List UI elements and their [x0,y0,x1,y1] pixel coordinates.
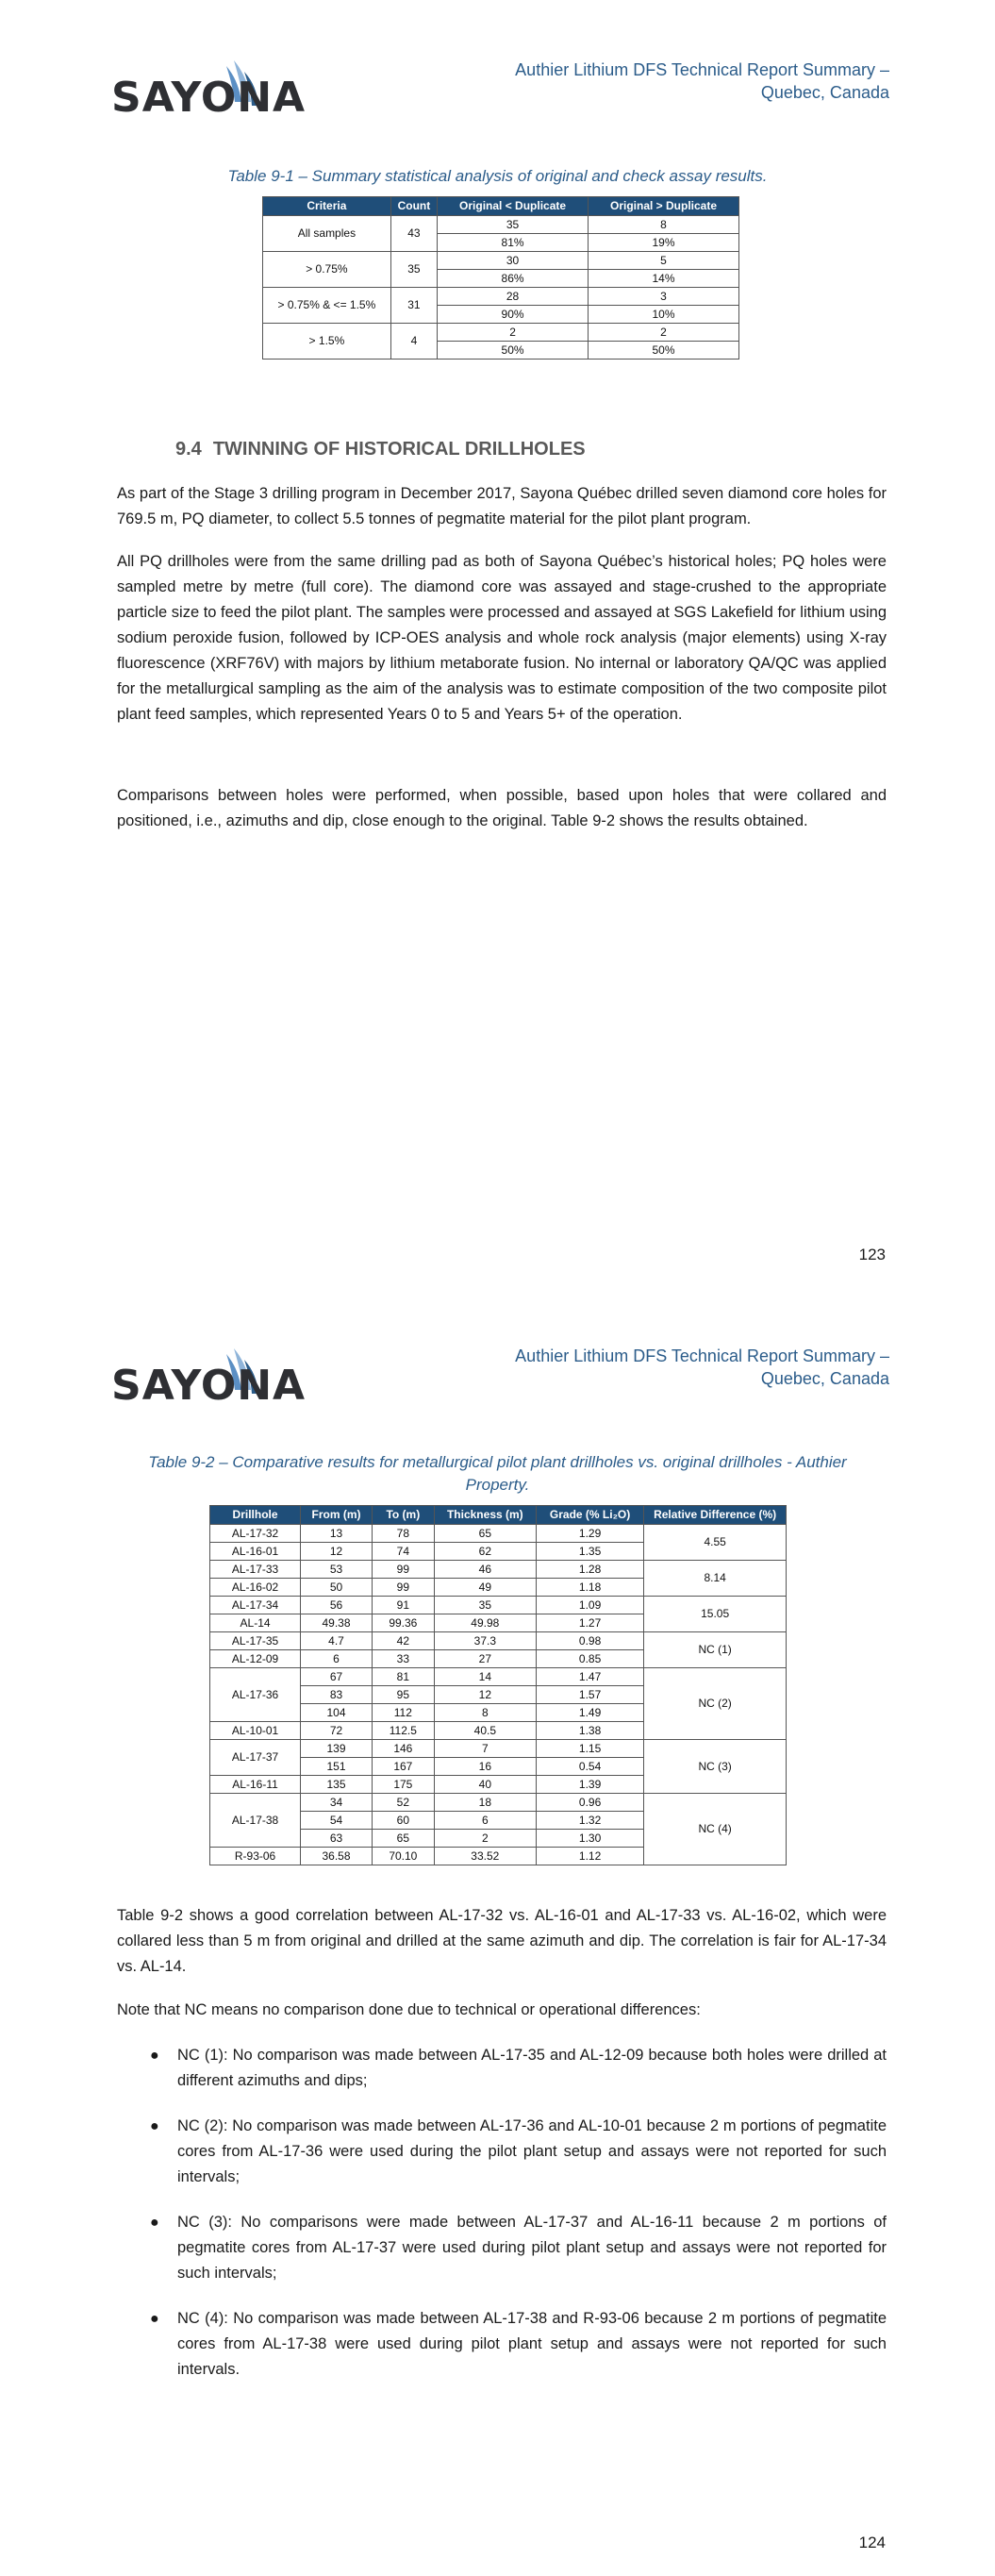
page-124 [0,1288,995,2576]
header-title-line1: Authier Lithium DFS Technical Report Summary – [515,60,889,79]
list-item-text: NC (3): No comparisons were made between AL-17-37 and AL-16-11 because 2 m portions of pegmatite cores from AL-17-37 were used during pilot plant setup and assays were not reported for such intervals; [177,2214,887,2282]
relative-difference-cell: 4.55 [644,1525,787,1561]
col-header-thickness: Thickness (m) [434,1506,536,1525]
relative-difference-cell: NC (3) [644,1740,787,1794]
value-cell: 52 [372,1794,434,1812]
logo-wordmark: SAYONA [111,74,307,122]
value-cell: 112.5 [372,1722,434,1740]
table-row [210,1740,787,1758]
bullet-icon: ● [150,2118,159,2134]
header-title-line2: Quebec, Canada [760,1369,889,1388]
col-header-grade: Grade (% Li₂O) [536,1506,643,1525]
drillhole-cell: AL-16-11 [210,1776,301,1794]
value-cell: 19% [589,234,739,252]
paragraph: As part of the Stage 3 drilling program in December 2017, Sayona Québec drilled seven diamond core holes for 769.5 m, PQ diameter, to collect 5.5 tonnes of pegmatite material for the pilot plant program. [117,485,887,527]
drillhole-cell: AL-14 [210,1614,301,1632]
relative-difference-cell: 8.14 [644,1561,787,1597]
bullet-icon: ● [150,2215,159,2231]
value-cell: 7 [434,1740,536,1758]
table-9-1 [262,196,739,360]
value-cell: 72 [301,1722,373,1740]
value-cell: 167 [372,1758,434,1776]
col-header-drillhole: Drillhole [210,1506,301,1525]
drillhole-cell: AL-16-02 [210,1579,301,1597]
header-title-line1: Authier Lithium DFS Technical Report Summary – [515,1347,889,1365]
drillhole-cell: AL-10-01 [210,1722,301,1740]
value-cell: 2 [434,1830,536,1848]
sayona-logo [111,1341,307,1416]
paragraph: Comparisons between holes were performed, when possible, based upon holes that were collared and positioned, i.e., azimuths and dip, close enough to the original. Table 9-2 shows the results obtained. [117,787,887,829]
value-cell: 78 [372,1525,434,1543]
table-row [210,1794,787,1812]
nc-notes-list [117,2043,887,2402]
value-cell: 46 [434,1561,536,1579]
table-row [263,216,739,234]
col-header-count: Count [390,197,437,216]
value-cell: 27 [434,1650,536,1668]
value-cell: 1.18 [536,1579,643,1597]
section-number: 9.4 [175,439,202,460]
value-cell: 104 [301,1704,373,1722]
count-cell: 31 [390,288,437,324]
value-cell: 151 [301,1758,373,1776]
value-cell: 34 [301,1794,373,1812]
sayona-logo [111,53,307,128]
value-cell: 49.38 [301,1614,373,1632]
value-cell: 35 [438,216,589,234]
count-cell: 43 [390,216,437,252]
value-cell: 33 [372,1650,434,1668]
report-header-title [493,1345,889,1390]
list-item [117,2114,887,2190]
caption-line2: Property. [465,1476,530,1494]
paragraph: All PQ drillholes were from the same drilling pad as both of Sayona Québec’s historical holes; PQ holes were sampled metre by metre (full core). The diamond core was assayed and stage-crushed to the appropriate particle size to feed the pilot plant. The samples were processed and assayed at SGS Lakefield for lithium using sodium peroxide fusion, followed by ICP-OES analysis and whole rock analysis (major elements) using X-ray fluorescence (XRF76V) with majors by lithium metaborate fusion. No internal or laboratory QA/QC was applied for the metallurgical sampling as the aim of the analysis was to estimate composition of the two composite pilot plant feed samples, which represented Years 0 to 5 and Years 5+ of the operation. [117,553,887,723]
value-cell: 65 [372,1830,434,1848]
value-cell: 1.49 [536,1704,643,1722]
value-cell: 135 [301,1776,373,1794]
table-row [210,1525,787,1543]
value-cell: 50 [301,1579,373,1597]
value-cell: 12 [301,1543,373,1561]
value-cell: 8 [589,216,739,234]
value-cell: 18 [434,1794,536,1812]
value-cell: 99.36 [372,1614,434,1632]
table-row [263,288,739,306]
value-cell: 53 [301,1561,373,1579]
value-cell: 1.47 [536,1668,643,1686]
table-row [263,324,739,342]
list-item [117,2210,887,2286]
value-cell: 146 [372,1740,434,1758]
drillhole-cell: AL-12-09 [210,1650,301,1668]
value-cell: 1.30 [536,1830,643,1848]
value-cell: 70.10 [372,1848,434,1865]
bullet-icon: ● [150,2311,159,2327]
value-cell: 81% [438,234,589,252]
drillhole-cell: AL-17-35 [210,1632,301,1650]
value-cell: 37.3 [434,1632,536,1650]
relative-difference-cell: NC (2) [644,1668,787,1740]
value-cell: 1.12 [536,1848,643,1865]
relative-difference-cell: 15.05 [644,1597,787,1632]
value-cell: 40 [434,1776,536,1794]
bullet-icon: ● [150,2048,159,2064]
value-cell: 5 [589,252,739,270]
value-cell: 81 [372,1668,434,1686]
value-cell: 13 [301,1525,373,1543]
header-title-line2: Quebec, Canada [760,83,889,102]
section-title: TWINNING OF HISTORICAL DRILLHOLES [212,439,586,460]
value-cell: 74 [372,1543,434,1561]
value-cell: 30 [438,252,589,270]
value-cell: 12 [434,1686,536,1704]
caption-line1: Table 9-2 – Comparative results for metallurgical pilot plant drillholes vs. original drillholes - Authier [148,1453,847,1471]
table-9-2 [209,1505,787,1865]
value-cell: 49.98 [434,1614,536,1632]
criteria-cell: > 0.75% [263,252,391,288]
criteria-cell: All samples [263,216,391,252]
table-9-2-caption [0,1451,995,1497]
value-cell: 1.15 [536,1740,643,1758]
value-cell: 14 [434,1668,536,1686]
value-cell: 60 [372,1812,434,1830]
table-row [210,1561,787,1579]
value-cell: 42 [372,1632,434,1650]
value-cell: 6 [301,1650,373,1668]
list-item [117,2306,887,2383]
value-cell: 14% [589,270,739,288]
value-cell: 0.54 [536,1758,643,1776]
drillhole-cell: AL-17-32 [210,1525,301,1543]
value-cell: 1.27 [536,1614,643,1632]
value-cell: 1.35 [536,1543,643,1561]
table-row [210,1668,787,1686]
table-header-row [210,1506,787,1525]
value-cell: 56 [301,1597,373,1614]
list-item-text: NC (4): No comparison was made between AL-17-38 and R-93-06 because 2 m portions of pegmatite cores from AL-17-38 were used during pilot plant setup and assays were not reported for such intervals. [177,2310,887,2378]
relative-difference-cell: NC (4) [644,1794,787,1865]
value-cell: 6 [434,1812,536,1830]
value-cell: 1.32 [536,1812,643,1830]
col-header-to: To (m) [372,1506,434,1525]
value-cell: 83 [301,1686,373,1704]
value-cell: 1.28 [536,1561,643,1579]
value-cell: 99 [372,1579,434,1597]
value-cell: 1.09 [536,1597,643,1614]
value-cell: 1.38 [536,1722,643,1740]
criteria-cell: > 1.5% [263,324,391,360]
drillhole-cell: AL-17-34 [210,1597,301,1614]
value-cell: 49 [434,1579,536,1597]
logo-wordmark: SAYONA [111,1362,307,1410]
criteria-cell: > 0.75% & <= 1.5% [263,288,391,324]
value-cell: 90% [438,306,589,324]
value-cell: 28 [438,288,589,306]
drillhole-cell: AL-16-01 [210,1543,301,1561]
value-cell: 175 [372,1776,434,1794]
value-cell: 10% [589,306,739,324]
value-cell: 65 [434,1525,536,1543]
value-cell: 67 [301,1668,373,1686]
value-cell: 1.57 [536,1686,643,1704]
drillhole-cell: AL-17-36 [210,1668,301,1722]
relative-difference-cell: NC (1) [644,1632,787,1668]
value-cell: 36.58 [301,1848,373,1865]
table-9-1-caption: Table 9-1 – Summary statistical analysis of original and check assay results. [227,167,768,185]
page-number: 123 [858,1246,886,1263]
value-cell: 139 [301,1740,373,1758]
value-cell: 63 [301,1830,373,1848]
value-cell: 91 [372,1597,434,1614]
value-cell: 1.29 [536,1525,643,1543]
value-cell: 3 [589,288,739,306]
value-cell: 62 [434,1543,536,1561]
value-cell: 33.52 [434,1848,536,1865]
count-cell: 4 [390,324,437,360]
value-cell: 8 [434,1704,536,1722]
paragraph: Note that NC means no comparison done due to technical or operational differences: [117,2001,701,2018]
count-cell: 35 [390,252,437,288]
value-cell: 0.96 [536,1794,643,1812]
table-header-row [263,197,739,216]
col-header-relative-difference: Relative Difference (%) [644,1506,787,1525]
drillhole-cell: AL-17-33 [210,1561,301,1579]
value-cell: 112 [372,1704,434,1722]
value-cell: 0.85 [536,1650,643,1668]
value-cell: 50% [589,342,739,360]
value-cell: 2 [589,324,739,342]
page-number: 124 [858,2534,886,2551]
list-item-text: NC (2): No comparison was made between AL-17-36 and AL-10-01 because 2 m portions of pegmatite cores from AL-17-36 were used during the pilot plant setup and assays were not reported for such intervals; [177,2117,887,2185]
value-cell: 35 [434,1597,536,1614]
value-cell: 50% [438,342,589,360]
value-cell: 0.98 [536,1632,643,1650]
col-header-from: From (m) [301,1506,373,1525]
value-cell: 4.7 [301,1632,373,1650]
table-row [210,1597,787,1614]
value-cell: 95 [372,1686,434,1704]
value-cell: 2 [438,324,589,342]
value-cell: 54 [301,1812,373,1830]
drillhole-cell: AL-17-38 [210,1794,301,1848]
list-item [117,2043,887,2094]
value-cell: 16 [434,1758,536,1776]
value-cell: 86% [438,270,589,288]
paragraph: Table 9-2 shows a good correlation between AL-17-32 vs. AL-16-01 and AL-17-33 vs. AL-16-02, which were collared less than 5 m from original and drilled at the same azimuth and dip. The correlation is fair for AL-17-34 vs. AL-14. [117,1907,887,1975]
col-header-orig-gt-dup: Original > Duplicate [589,197,739,216]
drillhole-cell: AL-17-37 [210,1740,301,1776]
value-cell: 40.5 [434,1722,536,1740]
table-row [210,1632,787,1650]
section-heading [175,439,586,460]
report-header-title [493,59,889,104]
table-row [263,252,739,270]
col-header-criteria: Criteria [263,197,391,216]
col-header-orig-lt-dup: Original < Duplicate [438,197,589,216]
value-cell: 1.39 [536,1776,643,1794]
value-cell: 99 [372,1561,434,1579]
list-item-text: NC (1): No comparison was made between AL-17-35 and AL-12-09 because both holes were drilled at different azimuths and dips; [177,2047,887,2089]
drillhole-cell: R-93-06 [210,1848,301,1865]
